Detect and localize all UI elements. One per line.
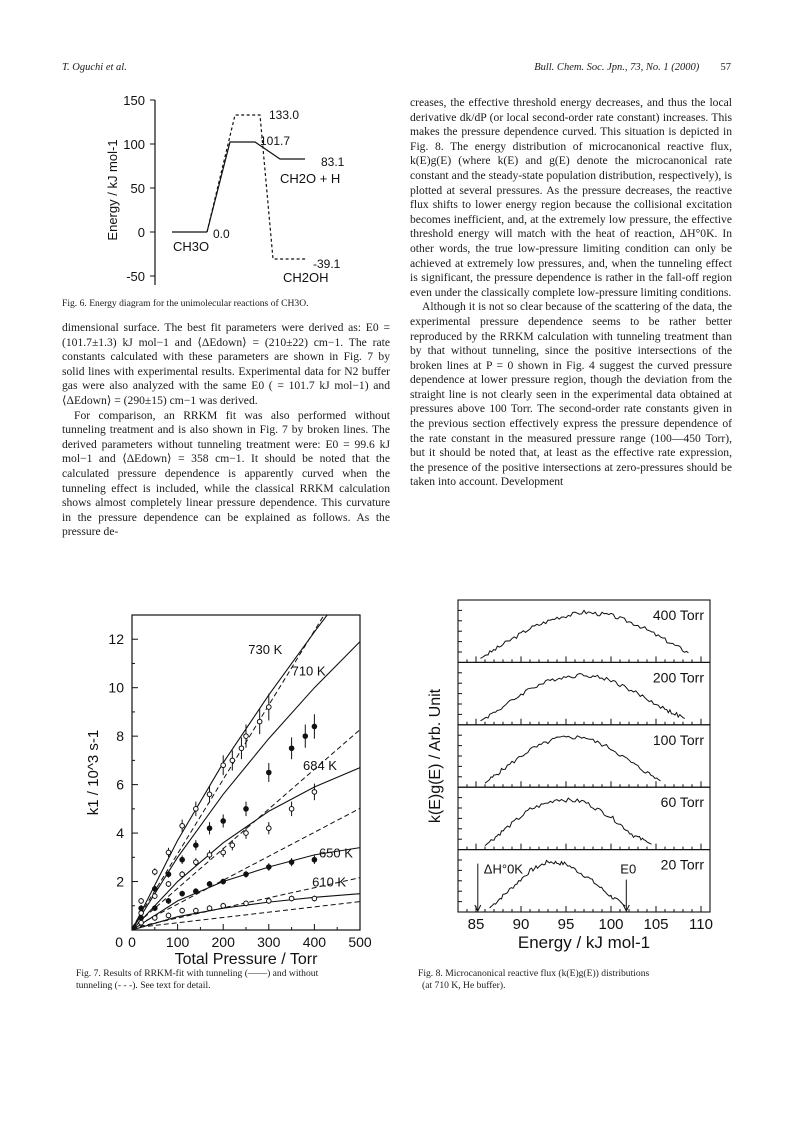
fig7-data-point bbox=[180, 857, 185, 862]
fig8-panel-label: 20 Torr bbox=[660, 856, 704, 873]
fig7-data-point bbox=[312, 857, 317, 862]
fig6-yticks bbox=[123, 93, 155, 284]
fig7-data-point bbox=[244, 807, 249, 812]
fig7-xtick-label: 500 bbox=[348, 934, 372, 950]
left-text-column bbox=[62, 321, 390, 540]
right-text-column bbox=[410, 96, 732, 490]
fig7-data-point bbox=[267, 770, 272, 775]
fig7-data-point bbox=[207, 826, 212, 831]
fig7-data-point bbox=[180, 891, 185, 896]
fig7-data-point bbox=[267, 826, 272, 831]
fig7-series-label: 650 K bbox=[318, 845, 353, 861]
fig8-xtick-label: 100 bbox=[598, 916, 624, 933]
fig7-xlabel: Total Pressure / Torr bbox=[174, 951, 318, 965]
fig8-flux-curve bbox=[485, 736, 661, 783]
fig7-xtick-label: 200 bbox=[211, 934, 235, 950]
fig7-data-point bbox=[166, 872, 171, 877]
fig7-ytick-label: 12 bbox=[108, 631, 124, 648]
fig7-data-point bbox=[312, 790, 317, 795]
fig8-caption bbox=[418, 968, 738, 992]
fig6-species-reactant: CH3O bbox=[173, 239, 210, 254]
fig7-data-point bbox=[194, 843, 199, 848]
fig7-data-point bbox=[139, 916, 144, 921]
fig7-data-point bbox=[139, 899, 144, 904]
fig7-xtick-label: 300 bbox=[257, 934, 281, 950]
running-header-journal bbox=[534, 62, 731, 73]
fig7-data-point bbox=[166, 913, 171, 918]
fig6-ylabel: Energy / kJ mol-1 bbox=[105, 139, 120, 241]
fig6-caption: Fig. 6. Energy diagram for the unimolecular reactions of CH3O. bbox=[62, 298, 309, 309]
fig7-data-point bbox=[180, 872, 185, 877]
fig7-caption-line2: tunneling (- - -). See text for detail. bbox=[76, 980, 211, 991]
fig7-series-label: 684 K bbox=[303, 758, 337, 774]
paragraph: Although it is not so clear because of the scattering of the data, the experimental pressure dependence seems to be rather better reproduced by the RRKM calculation with tunneling treatment than by that without tunneling, since the positive intersections of the broken lines at P = 0 shown in Fig. 4 suggest the curved pressure dependence at lower pressure region, though the deviation from the straight line is not clearly seen in the experimental data obtained at pressures above 100 Torr. The second-order rate constants given in the previous section effectively express the pressure dependence of the rate constant in the measured pressure range (100—450 Torr), but it should be noted that, at least as the effective rate expression, the presence of the positive intersections at zero-pressures should be taken into account. Development bbox=[410, 300, 732, 489]
fig7-series-label: 730 K bbox=[248, 641, 283, 657]
fig7-data-point bbox=[153, 906, 158, 911]
fig7-ytick-label: 4 bbox=[116, 825, 124, 842]
fig7-origin-label: 0 bbox=[115, 934, 123, 950]
fig7-data-point bbox=[289, 860, 294, 865]
fig6-ytick: 50 bbox=[130, 181, 145, 196]
fig6-level-reactant: 0.0 bbox=[213, 227, 230, 241]
fig7-ytick-label: 2 bbox=[116, 873, 124, 890]
fig7-data-point bbox=[230, 843, 235, 848]
fig7-data-point bbox=[153, 894, 158, 899]
fig7-data-point bbox=[194, 908, 199, 913]
paragraph: creases, the effective threshold energy decreases, and thus the local derivative dk/dP (or local second-order rate constant) increases. This makes the pressure dependence curved. This situation is depicted in Fig. 8. The energy distribution of microcanonical reactive flux, k(E)g(E) (where k(E) and g(E) denote the microcanonical rate constant and the steady-state population distribution, respectively), is plotted at several pressures. As the pressure decreases, the reactive flux shifts to lower energy region because the collisional excitation becomes inefficient, and, at the extremely low pressure, the effective threshold energy will match with the heat of reaction, ΔH°0K. In other words, the true low-pressure limiting condition can only be achieved at extremely low pressures, and, when the tunneling effect is significant, the pressure dependence is rather in the fall-off region even under the classically complete low-pressure limiting conditions. bbox=[410, 96, 732, 299]
fig6-ytick: -50 bbox=[126, 269, 145, 284]
fig7-data-point bbox=[244, 734, 249, 739]
fig7-data-point bbox=[207, 882, 212, 887]
fig7-data-point bbox=[244, 901, 249, 906]
fig7-caption bbox=[76, 968, 396, 992]
fig7-data-point bbox=[221, 850, 226, 855]
fig7-data-point bbox=[180, 824, 185, 829]
fig7-data-point bbox=[244, 872, 249, 877]
fig7-data-point bbox=[239, 746, 244, 751]
fig6-ytick: 0 bbox=[137, 225, 145, 240]
fig6-level-ts-isom: 101.7 bbox=[260, 134, 291, 148]
fig8-xtick-label: 95 bbox=[557, 916, 575, 933]
fig8-panel-label: 100 Torr bbox=[652, 731, 704, 748]
fig8-caption-line2: (at 710 K, He buffer). bbox=[422, 980, 506, 991]
fig7-data-point bbox=[194, 807, 199, 812]
paragraph: For comparison, an RRKM fit was also performed without tunneling treatment and is also shown in Fig. 7 by broken lines. The derived parameters without tunneling treatment were: E0 = 99.6 kJ mol−1 and ⟨ΔEdown⟩ = 358 cm−1. It should be noted that the calculated pressure dependence is apparently curved when the tunneling effect is included, while the classical RRKM calculation shows almost completely linear pressure dependence. This curvature in the pressure dependence can be explained as follows. As the pressure de- bbox=[62, 408, 390, 539]
fig7-data-point bbox=[153, 870, 158, 875]
page-number: 57 bbox=[720, 62, 731, 73]
fig6-energy-diagram bbox=[95, 85, 415, 295]
fig8-panel-label: 400 Torr bbox=[652, 607, 704, 623]
fig7-data-point bbox=[139, 920, 144, 925]
fig7-series-label: 610 K bbox=[312, 874, 347, 890]
fig7-data-point bbox=[194, 860, 199, 865]
fig7-fit-no-tunneling bbox=[132, 808, 360, 928]
fig8-panel-label: 200 Torr bbox=[652, 669, 704, 686]
fig8-e0-label: E0 bbox=[620, 861, 637, 877]
fig6-level-ts-dissoc: 133.0 bbox=[269, 108, 300, 122]
paragraph: dimensional surface. The best fit parameters were derived as: E0 = (101.7±1.3) kJ mol−1 and ⟨ΔEdown⟩ = (210±22) cm−1. The rate constants calculated with these parameters are shown in Fig. 7 by solid lines with experimental results. Experimental data for N2 buffer gas were also analyzed with the same E0 ( = 101.7 kJ mol−1) and ⟨ΔEdown⟩ = (290±15) cm−1 was derived. bbox=[62, 321, 390, 407]
running-header-authors: T. Oguchi et al. bbox=[62, 62, 127, 73]
fig8-dh-label: ΔH°0K bbox=[483, 861, 523, 877]
fig8-ylabel: k(E)g(E) / Arb. Unit bbox=[427, 688, 444, 824]
fig7-ytick-label: 10 bbox=[108, 679, 124, 696]
fig7-data-point bbox=[312, 896, 317, 901]
fig7-series-label: 710 K bbox=[291, 663, 326, 679]
fig7-data-point bbox=[303, 734, 308, 739]
fig8-caption-line1: Fig. 8. Microcanonical reactive flux (k(E)g(E)) distributions bbox=[418, 968, 650, 979]
fig8-xtick-label: 110 bbox=[689, 916, 713, 933]
fig7-data-point bbox=[166, 850, 171, 855]
fig6-ytick: 100 bbox=[123, 137, 145, 152]
fig8-xtick-label: 85 bbox=[467, 916, 485, 933]
fig8-flux-curve bbox=[485, 798, 652, 845]
fig8-xtick-label: 90 bbox=[512, 916, 530, 933]
fig7-data-point bbox=[153, 887, 158, 892]
fig7-data-point bbox=[267, 865, 272, 870]
fig8-panel-label: 60 Torr bbox=[660, 794, 704, 811]
fig6-species-prod-oh: CH2OH bbox=[283, 270, 329, 285]
fig7-data-point bbox=[289, 746, 294, 751]
fig7-xtick-label: 0 bbox=[128, 934, 136, 950]
fig7-rate-constant-plot bbox=[80, 605, 380, 965]
journal-citation: Bull. Chem. Soc. Jpn., 73, No. 1 (2000) bbox=[534, 62, 700, 73]
fig7-data-point bbox=[139, 906, 144, 911]
fig7-data-point bbox=[289, 807, 294, 812]
fig7-data-point bbox=[244, 831, 249, 836]
fig7-xtick-label: 100 bbox=[165, 934, 190, 950]
fig7-data-point bbox=[312, 724, 317, 729]
fig7-data-point bbox=[289, 896, 294, 901]
fig7-data-point bbox=[267, 899, 272, 904]
fig6-ytick: 150 bbox=[123, 93, 145, 108]
fig7-data-point bbox=[207, 906, 212, 911]
fig7-data-point bbox=[221, 879, 226, 884]
fig7-data-point bbox=[267, 705, 272, 710]
fig7-data-point bbox=[139, 911, 144, 916]
fig6-species-prod-h: CH2O + H bbox=[280, 171, 341, 186]
fig7-data-point bbox=[257, 719, 262, 724]
fig7-data-point bbox=[207, 792, 212, 797]
fig7-data-point bbox=[153, 916, 158, 921]
fig7-data-point bbox=[221, 763, 226, 768]
fig7-data-point bbox=[230, 758, 235, 763]
fig7-data-point bbox=[166, 882, 171, 887]
fig8-flux-distribution-plot bbox=[410, 592, 740, 964]
fig7-data-point bbox=[221, 903, 226, 908]
fig7-ylabel: k1 / 10^3 s-1 bbox=[85, 729, 102, 816]
fig8-xtick-label: 105 bbox=[643, 916, 669, 933]
fig7-data-point bbox=[194, 889, 199, 894]
fig7-caption-line1: Fig. 7. Results of RRKM-fit with tunneling (——) and without bbox=[76, 968, 319, 979]
fig8-xlabel: Energy / kJ mol-1 bbox=[517, 933, 651, 952]
fig7-ytick-label: 8 bbox=[116, 728, 124, 745]
fig7-data-point bbox=[180, 908, 185, 913]
fig7-data-point bbox=[207, 853, 212, 858]
fig7-xtick-label: 400 bbox=[302, 934, 327, 950]
fig6-level-prod-h: 83.1 bbox=[321, 155, 345, 169]
fig7-data-point bbox=[221, 819, 226, 824]
fig6-level-prod-oh: -39.1 bbox=[313, 257, 341, 271]
fig7-data-point bbox=[166, 899, 171, 904]
fig7-ytick-label: 6 bbox=[116, 776, 124, 793]
